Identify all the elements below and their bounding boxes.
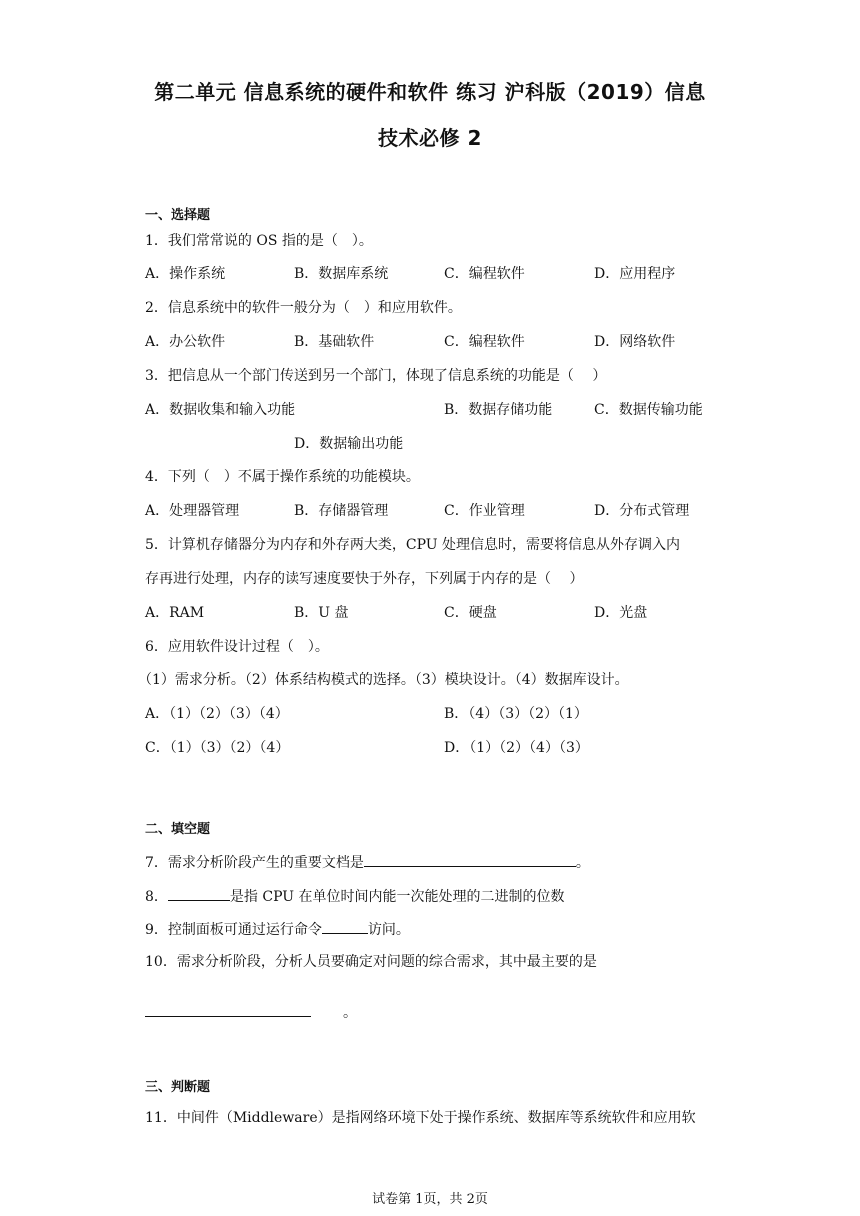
question-1-option-c: C．编程软件: [444, 266, 525, 282]
question-3-option-a: A．数据收集和输入功能: [145, 402, 296, 418]
question-8-text: 是指 CPU 在单位时间内能一次能处理的二进制的位数: [229, 889, 565, 905]
question-2-option-d: D．网络软件: [594, 334, 676, 350]
question-1-stem: 1．我们常常说的 OS 指的是（ ）。: [145, 233, 373, 249]
section-heading-choice: 一、选择题: [145, 208, 211, 223]
question-3-option-b: B．数据存储功能: [444, 402, 553, 418]
question-9-end: 访问。: [367, 922, 410, 938]
question-4-option-b: B．存储器管理: [294, 503, 389, 519]
question-5-option-c: C．硬盘: [444, 605, 497, 621]
page-title-line-2: 技术必修 2: [378, 126, 482, 150]
question-9-text: 9．控制面板可通过运行命令: [145, 922, 322, 938]
question-2-stem: 2．信息系统中的软件一般分为（ ）和应用软件。: [145, 300, 462, 316]
section-heading-true-false: 三、判断题: [145, 1080, 211, 1095]
question-6-option-d: D．（1）（2）（4）（3）: [444, 740, 589, 756]
question-10-answer-line: [145, 1002, 357, 1022]
question-11-stem: 11．中间件（Middleware）是指网络环境下处于操作系统、数据库等系统软件和应用软: [145, 1110, 696, 1126]
question-7: [145, 852, 590, 872]
question-1-option-b: B．数据库系统: [294, 266, 389, 282]
question-9: [145, 919, 410, 939]
question-8-blank: [168, 886, 230, 901]
question-5-option-d: D．光盘: [594, 605, 648, 621]
question-9-blank: [322, 919, 368, 934]
question-1-option-d: D．应用程序: [594, 266, 676, 282]
question-2-option-a: A．办公软件: [145, 334, 226, 350]
question-8: [145, 886, 565, 906]
question-6-option-a: A．（1）（2）（3）（4）: [145, 706, 289, 722]
question-5-stem-line-1: 5．计算机存储器分为内存和外存两大类，CPU 处理信息时，需要将信息从外存调入内: [145, 537, 681, 553]
question-7-end: 。: [575, 855, 590, 871]
section-heading-fill-in: 二、填空题: [145, 822, 211, 837]
question-2-option-b: B．基础软件: [294, 334, 375, 350]
question-7-blank: [364, 852, 576, 867]
question-10-stem: 10．需求分析阶段，分析人员要确定对问题的综合需求，其中最主要的是: [145, 954, 597, 970]
question-7-text: 7．需求分析阶段产生的重要文档是: [145, 855, 364, 871]
question-10-blank: [145, 1002, 311, 1017]
page-title-line-1: 第二单元 信息系统的硬件和软件 练习 沪科版（2019）信息: [154, 80, 706, 104]
question-6-option-b: B．（4）（3）（2）（1）: [444, 706, 588, 722]
question-5-option-a: A．RAM: [145, 605, 205, 621]
question-4-option-d: D．分布式管理: [594, 503, 690, 519]
question-3-option-c: C．数据传输功能: [594, 402, 703, 418]
question-4-stem: 4．下列（ ）不属于操作系统的功能模块。: [145, 469, 420, 485]
question-4-option-c: C．作业管理: [444, 503, 525, 519]
question-4-option-a: A．处理器管理: [145, 503, 240, 519]
question-8-number: 8．: [145, 889, 168, 905]
question-6-stem: 6．应用软件设计过程（ ）。: [145, 639, 329, 655]
question-2-option-c: C．编程软件: [444, 334, 525, 350]
question-6-option-c: C．（1）（3）（2）（4）: [145, 740, 290, 756]
page-footer: 试卷第 1页，共 2页: [372, 1192, 488, 1207]
question-1-option-a: A．操作系统: [145, 266, 226, 282]
question-10-end: 。: [343, 1005, 357, 1021]
question-3-option-d: D．数据输出功能: [294, 436, 404, 452]
question-5-option-b: B．U 盘: [294, 605, 349, 621]
question-3-stem: 3．把信息从一个部门传送到另一个部门，体现了信息系统的功能是（ ）: [145, 368, 607, 384]
question-5-stem-line-2: 存再进行处理，内存的读写速度要快于外存，下列属于内存的是（ ）: [145, 571, 584, 587]
question-6-detail: （1）需求分析。（2）体系结构模式的选择。（3）模块设计。（4）数据库设计。: [138, 672, 629, 688]
